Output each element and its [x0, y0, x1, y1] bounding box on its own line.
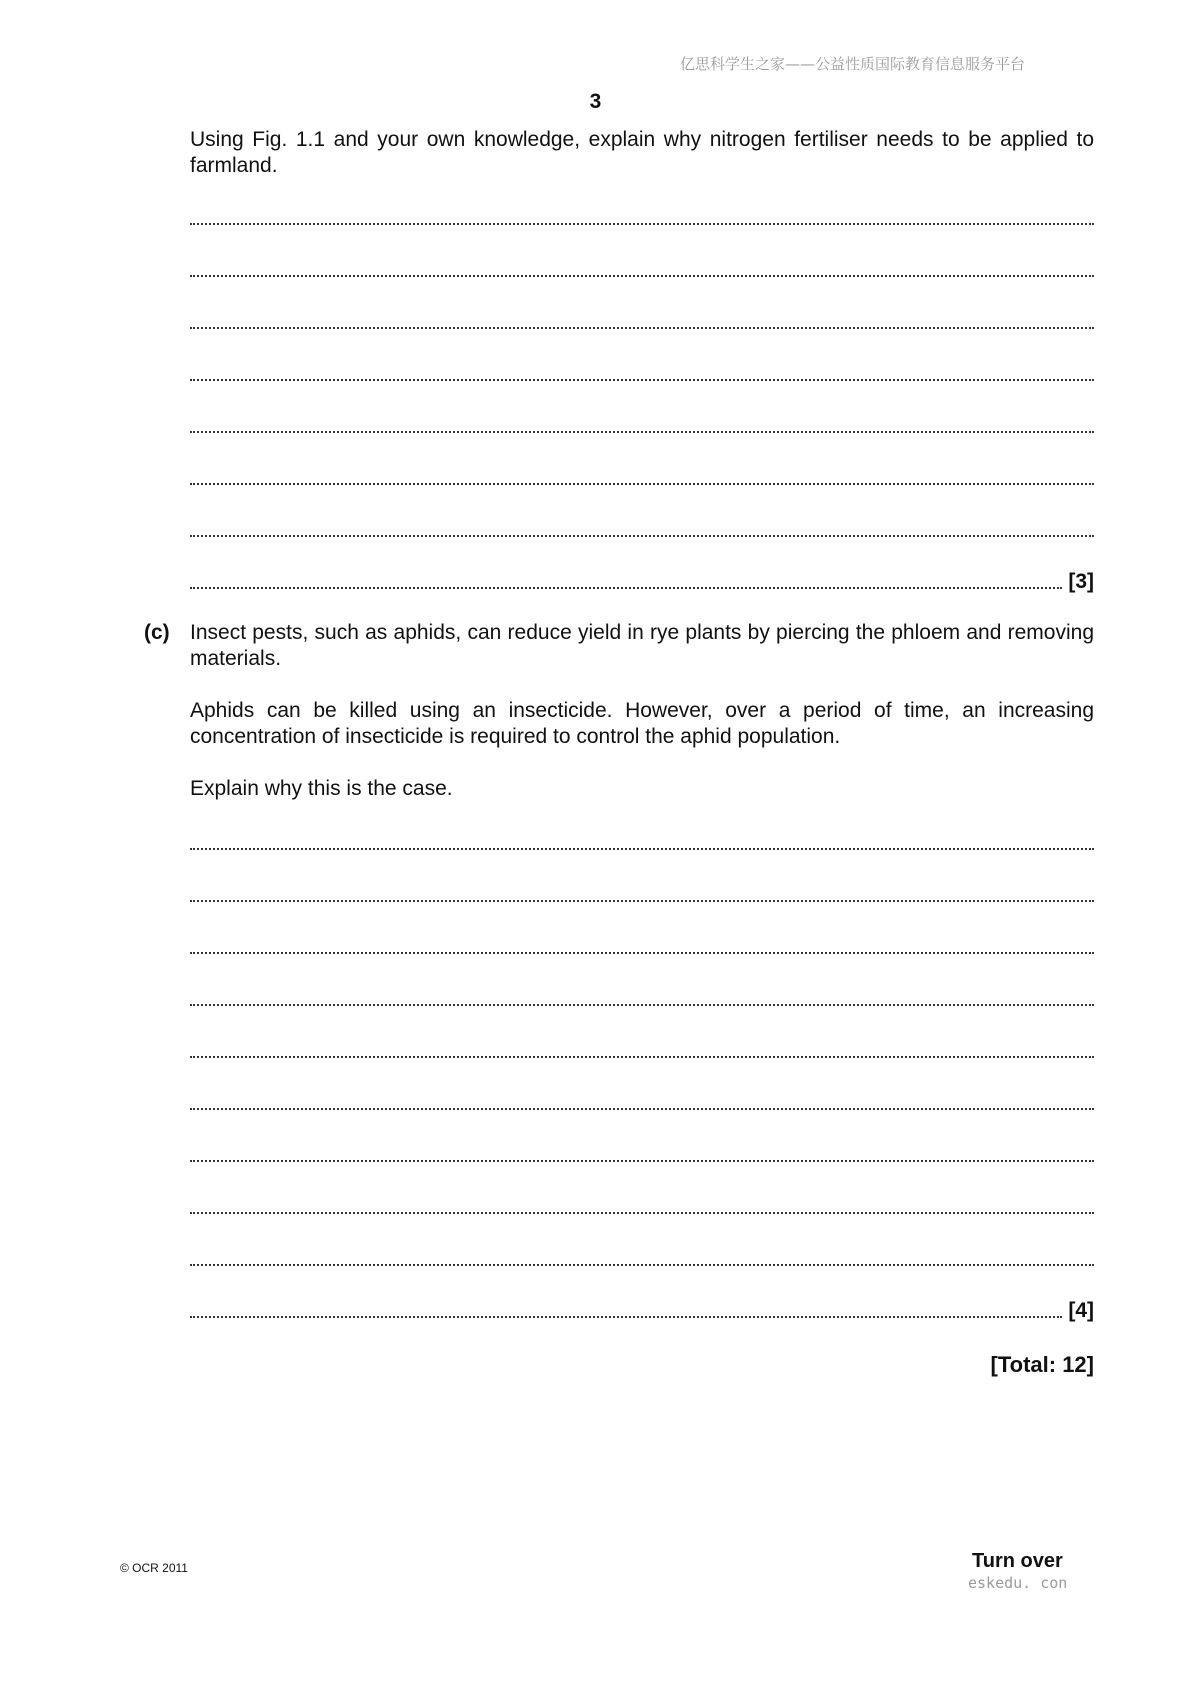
dotted-rule	[190, 999, 1094, 1006]
answer-line[interactable]	[190, 1038, 1094, 1064]
dotted-rule	[190, 1155, 1094, 1162]
dotted-rule	[190, 270, 1094, 277]
answer-line[interactable]	[190, 257, 1094, 283]
question-c-label: (c)	[144, 621, 170, 644]
answer-line[interactable]	[190, 517, 1094, 543]
dotted-rule	[190, 426, 1094, 433]
answer-line[interactable]	[190, 1142, 1094, 1168]
answer-line[interactable]	[190, 309, 1094, 335]
question-c-intro: Insect pests, such as aphids, can reduce yield in rye plants by piercing the phloem and removing materials.	[190, 621, 1094, 670]
dotted-rule	[190, 218, 1094, 225]
dotted-rule	[190, 895, 1094, 902]
answer-line[interactable]	[190, 569, 1094, 595]
dotted-rule	[190, 374, 1094, 381]
total-marks: [Total: 12]	[990, 1352, 1094, 1377]
dotted-rule	[190, 530, 1094, 537]
footer-copyright: © OCR 2011	[120, 1561, 188, 1575]
marks-allocation: [4]	[1068, 1299, 1094, 1322]
answer-line[interactable]	[190, 465, 1094, 491]
dotted-rule	[190, 947, 1094, 954]
dotted-rule	[190, 582, 1062, 589]
answer-line[interactable]	[190, 934, 1094, 960]
answer-line[interactable]	[190, 1090, 1094, 1116]
answer-line[interactable]	[190, 830, 1094, 856]
dotted-rule	[190, 1259, 1094, 1266]
marks-allocation: [3]	[1068, 570, 1094, 593]
answer-line[interactable]	[190, 1246, 1094, 1272]
question-c-context: Aphids can be killed using an insecticide. However, over a period of time, an increasing concentration of insecticide is required to control the aphid population.	[190, 699, 1094, 748]
footer-watermark: eskedu. con	[968, 1574, 1068, 1592]
question-b-prompt: Using Fig. 1.1 and your own knowledge, explain why nitrogen fertiliser needs to be applied to farmland.	[190, 128, 1094, 177]
answer-line[interactable]	[190, 205, 1094, 231]
dotted-rule	[190, 478, 1094, 485]
dotted-rule	[190, 322, 1094, 329]
dotted-rule	[190, 843, 1094, 850]
dotted-rule	[190, 1207, 1094, 1214]
dotted-rule	[190, 1051, 1094, 1058]
page-number: 3	[589, 90, 602, 113]
answer-line[interactable]	[190, 361, 1094, 387]
dotted-rule	[190, 1311, 1062, 1318]
header-watermark: 亿思科学生之家——公益性质国际教育信息服务平台	[680, 55, 1026, 73]
answer-line[interactable]	[190, 1194, 1094, 1220]
dotted-rule	[190, 1103, 1094, 1110]
footer-turn-over: Turn over	[972, 1550, 1063, 1572]
question-c-instruction: Explain why this is the case.	[190, 777, 453, 800]
answer-line[interactable]	[190, 986, 1094, 1012]
answer-line[interactable]	[190, 882, 1094, 908]
answer-line[interactable]	[190, 1298, 1094, 1324]
answer-line[interactable]	[190, 413, 1094, 439]
